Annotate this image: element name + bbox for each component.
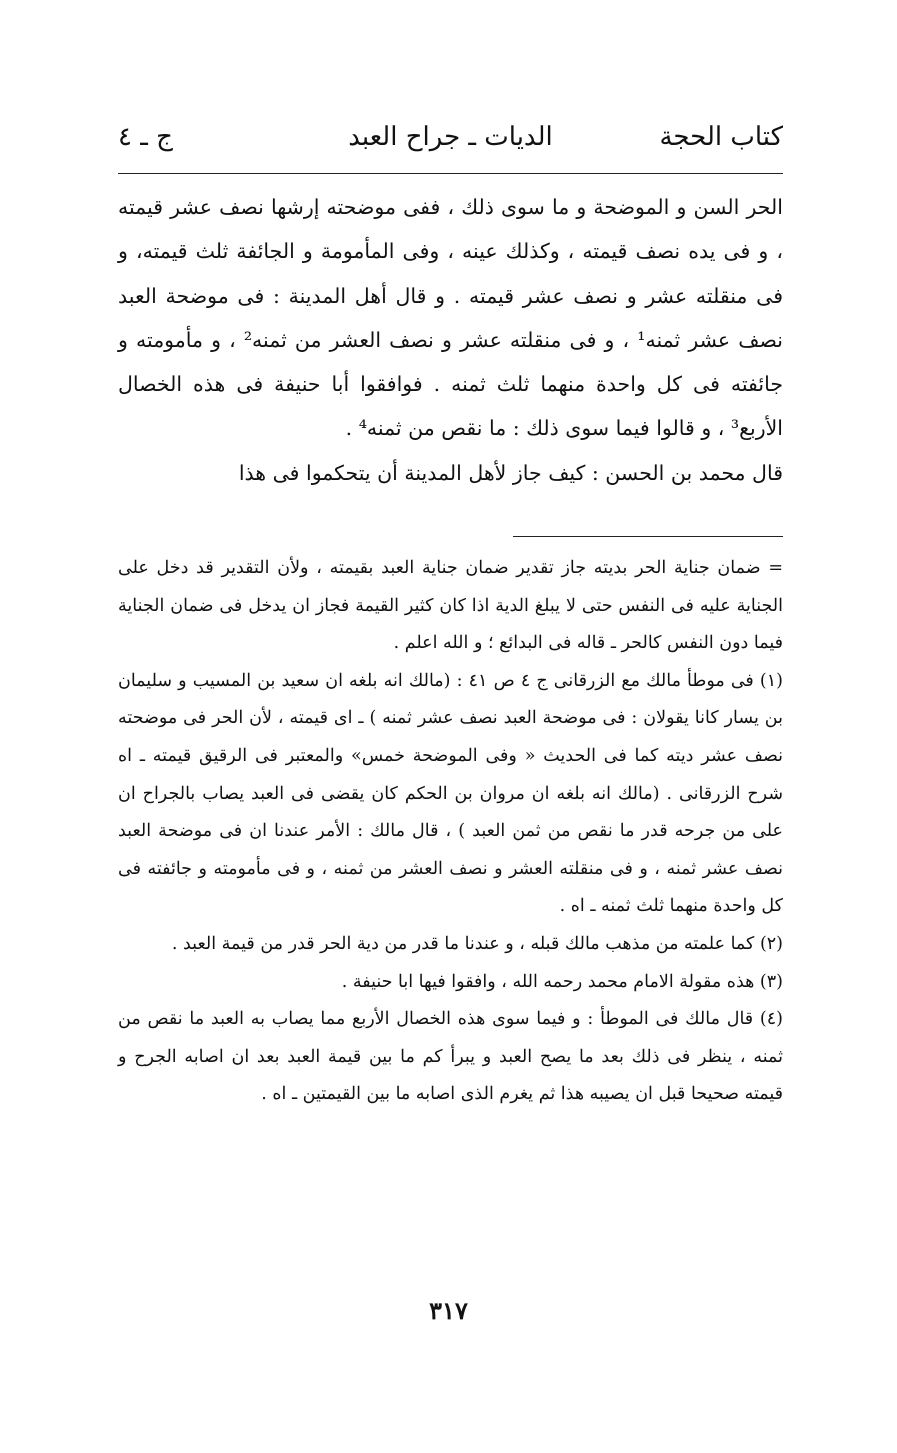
footnotes: [118, 550, 783, 1114]
book-title: كتاب الحجة: [659, 122, 783, 152]
footnote: (٤) قال مالك فى الموطأ : و فيما سوى هذه الخصال الأربع مما يصاب به العبد ما نقص من ثمنه ، ينظر فى ذلك بعد ما يصح العبد و يبرأ كم ما بين قيمة العبد بعد ان اصابه الجرح و قيمته صحيحا قبل ان يصيبه هذا ثم يغرم الذى اصابه ما بين القيمتين ـ اه .: [118, 1009, 783, 1105]
footnote-rule: [513, 536, 783, 537]
footnote: (٣) هذه مقولة الامام محمد رحمه الله ، وافقوا فيها ابا حنيفة .: [341, 971, 783, 992]
footnote: (٢) كما علمته من مذهب مالك قبله ، و عندنا ما قدر من دية الحر قدر من قيمة العبد .: [171, 933, 783, 954]
main-text: [118, 185, 783, 495]
volume-number: ج ـ ٤: [118, 122, 173, 152]
footnote: = ضمان جناية الحر بديته جاز تقدير ضمان جناية العبد بقيمته ، ولأن التقدير قد دخل على الجناية عليه فى النفس حتى لا يبلغ الدية اذا كان كثير القيمة فجاز ان يدخل فى ضمان الجناية فيما دون النفس كالحر ـ قاله فى البدائع ؛ و الله اعلم .: [118, 558, 783, 654]
chapter-title: الديات ـ جراح العبد: [348, 122, 553, 152]
footnote: (١) فى موطأ مالك مع الزرقانى ج ٤ ص ٤١ : (مالك انه بلغه ان سعيد بن المسيب و سليمان بن يسار كانا يقولان : فى موضحة العبد نصف عشر ثمنه ) ـ اى قيمته ، لأن الحر فى موضحته نصف عشر ديته كما فى الحديث « وفى الموضحة خمس» والمعتبر فى الرقيق قيمته ـ اه شرح الزرقانى . (مالك انه بلغه ان مروان بن الحكم كان يقضى فى العبد يصاب بالجراح ان على من جرحه قدر ما نقص من ثمن العبد ) ، قال مالك : الأمر عندنا ان فى موضحة العبد نصف عشر ثمنه ، و فى منقلته العشر و نصف العشر من ثمنه ، و فى مأمومته و جائفته فى كل واحدة منهما ثلث ثمنه ـ اه .: [118, 670, 783, 917]
running-header: [118, 118, 783, 166]
page-number: ٣١٧: [429, 1296, 468, 1325]
main-paragraph: الحر السن و الموضحة و ما سوى ذلك ، ففى موضحته إرشها نصف عشر قيمته ، و فى يده نصف قيمته ، وكذلك عينه ، وفى المأمومة و الجائفة ثلث قيمته، و فى منقلته عشر و نصف عشر قيمته . و قال أهل المدينة : فى موضحة العبد نصف عشر ثمنه¹ ، و فى منقلته عشر و نصف العشر من ثمنه² ، و مأمومته و جائفته فى كل واحدة منهما ثلث ثمنه . فوافقوا أبا حنيفة فى هذه الخصال الأربع³ ، و قالوا فيما سوى ذلك : ما نقص من ثمنه⁴ .: [118, 195, 783, 441]
header-rule: [118, 173, 783, 174]
main-paragraph: قال محمد بن الحسن : كيف جاز لأهل المدينة أن يتحكموا فى هذا: [238, 460, 783, 485]
